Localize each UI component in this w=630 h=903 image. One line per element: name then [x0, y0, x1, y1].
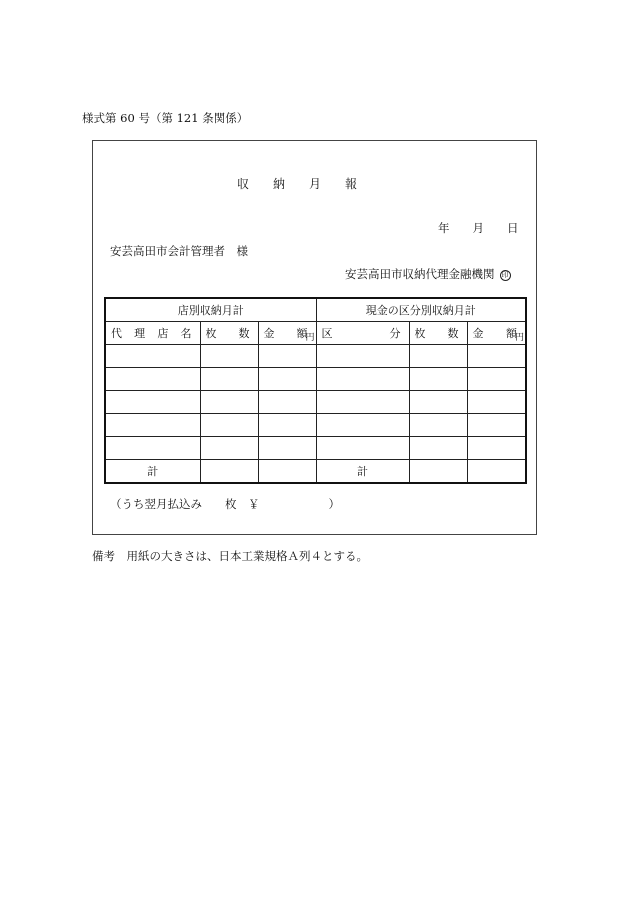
col-header-char: 区 — [321, 327, 333, 340]
table-row — [105, 345, 526, 368]
next-month-payment-note: （うち翌月払込み 枚 ￥ ） — [110, 497, 340, 511]
table-total-row — [105, 460, 526, 484]
seal-mark: 印 — [501, 271, 509, 279]
table-cell[interactable] — [409, 345, 467, 368]
col-header-count-right — [409, 322, 467, 345]
table-cell[interactable] — [467, 345, 526, 368]
table-cell[interactable] — [467, 368, 526, 391]
table-cell[interactable] — [409, 391, 467, 414]
table-cell[interactable] — [258, 368, 316, 391]
col-header-char: 枚 — [414, 327, 426, 340]
table-cell[interactable] — [105, 368, 200, 391]
table-cell[interactable] — [258, 345, 316, 368]
form-number-label: 様式第 60 号（第 121 条関係） — [82, 111, 249, 125]
table-cell[interactable] — [105, 345, 200, 368]
table-row — [105, 391, 526, 414]
table-cell[interactable] — [409, 414, 467, 437]
col-header-char: 枚 — [205, 327, 217, 340]
table-cell[interactable] — [316, 414, 409, 437]
table-cell[interactable] — [258, 437, 316, 460]
col-header-char: 金 — [472, 327, 484, 340]
sender-name: 安芸高田市収納代理金融機関 — [345, 267, 495, 281]
col-header-char: 額 — [506, 327, 518, 340]
collection-report-table — [104, 297, 527, 484]
col-header-char: 数 — [447, 327, 459, 340]
total-label-right: 計 — [316, 460, 409, 484]
col-header-count-left — [200, 322, 258, 345]
addressee: 安芸高田市会計管理者 様 — [110, 244, 248, 258]
table-cell[interactable] — [258, 391, 316, 414]
table-cell[interactable] — [467, 414, 526, 437]
table-row — [105, 437, 526, 460]
table-group-header-row — [105, 298, 526, 322]
col-header-amount-right — [467, 322, 526, 345]
remarks: 備考 用紙の大きさは、日本工業規格Ａ列４とする。 — [92, 549, 368, 563]
table-row — [105, 414, 526, 437]
table-cell[interactable] — [409, 437, 467, 460]
date-line: 年 月 日 — [438, 221, 519, 235]
table-cell[interactable] — [258, 460, 316, 484]
col-header-char: 名 — [180, 327, 192, 340]
table-cell[interactable] — [105, 391, 200, 414]
col-header-amount-left — [258, 322, 316, 345]
table-cell[interactable] — [200, 437, 258, 460]
group-header-branch: 店別収納月計 — [105, 298, 316, 322]
col-header-category — [316, 322, 409, 345]
group-header-cash-category: 現金の区分別収納月計 — [316, 298, 526, 322]
table-cell[interactable] — [105, 437, 200, 460]
col-header-char: 数 — [238, 327, 250, 340]
table-cell[interactable] — [467, 437, 526, 460]
table-cell[interactable] — [258, 414, 316, 437]
table-cell[interactable] — [200, 391, 258, 414]
col-header-char: 代 — [111, 327, 122, 340]
table-row — [105, 368, 526, 391]
form-title: 収 納 月 報 — [237, 177, 358, 191]
col-header-char: 額 — [296, 327, 308, 340]
col-header-agent-name — [105, 322, 200, 345]
table-cell[interactable] — [467, 460, 526, 484]
sender-line — [345, 266, 511, 282]
col-header-char: 金 — [263, 327, 275, 340]
table-cell[interactable] — [200, 460, 258, 484]
table-cell[interactable] — [409, 368, 467, 391]
table-cell[interactable] — [316, 437, 409, 460]
table-cell[interactable] — [467, 391, 526, 414]
table-cell[interactable] — [409, 460, 467, 484]
table-cell[interactable] — [316, 368, 409, 391]
table-cell[interactable] — [316, 345, 409, 368]
table-cell[interactable] — [200, 368, 258, 391]
yen-unit-label: 円 — [305, 333, 315, 343]
table-column-header-row — [105, 322, 526, 345]
col-header-char: 分 — [389, 327, 401, 340]
col-header-char: 理 — [134, 327, 146, 340]
total-label-left: 計 — [105, 460, 200, 484]
table-cell[interactable] — [200, 414, 258, 437]
table-cell[interactable] — [316, 391, 409, 414]
yen-unit-label: 円 — [515, 333, 525, 343]
table-cell[interactable] — [105, 414, 200, 437]
table-cell[interactable] — [200, 345, 258, 368]
col-header-char: 店 — [157, 327, 169, 340]
